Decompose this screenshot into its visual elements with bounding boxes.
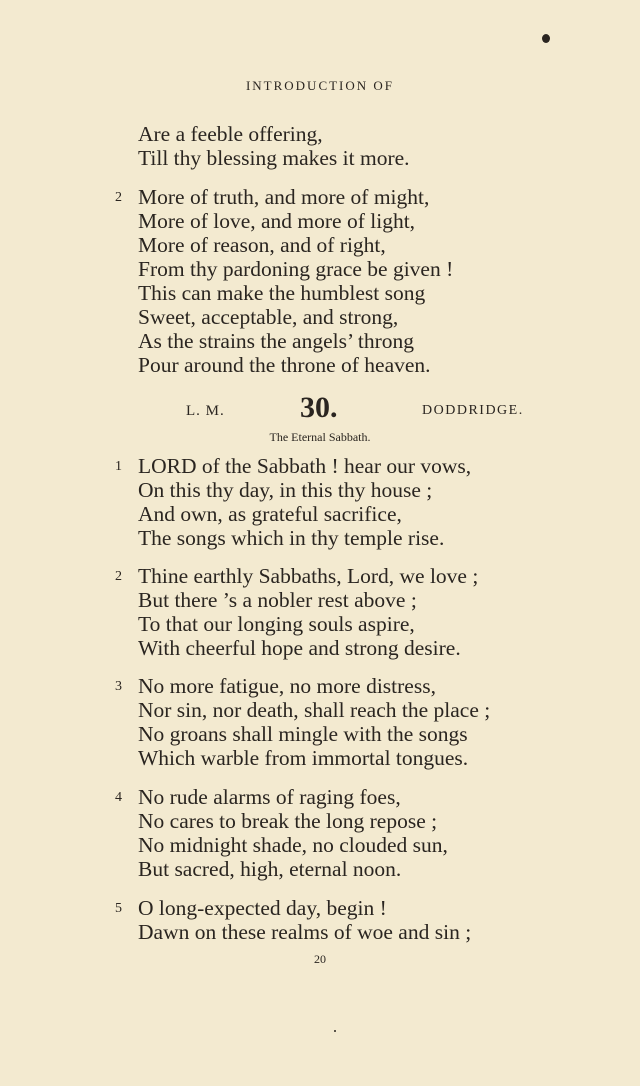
verse-line — [0, 785, 640, 809]
verse-text: No more fatigue, no more distress, — [138, 674, 436, 698]
verse-line — [0, 722, 640, 746]
verse-line — [0, 502, 640, 526]
verse-text: From thy pardoning grace be given ! — [138, 257, 454, 281]
stanza-number: 4 — [115, 790, 122, 805]
running-head: INTRODUCTION OF — [245, 78, 395, 93]
verse-text: No midnight shade, no clouded sun, — [138, 833, 448, 857]
verse-text: This can make the humblest song — [138, 281, 426, 305]
verse-line — [0, 612, 640, 636]
verse-text: The songs which in thy temple rise. — [138, 526, 445, 550]
verse-text: Dawn on these realms of woe and sin ; — [138, 920, 472, 944]
stanza-number: 1 — [115, 459, 122, 474]
verse-text: With cheerful hope and strong desire. — [138, 636, 461, 660]
hymn-title: The Eternal Sabbath. — [269, 430, 371, 444]
verse-text: No groans shall mingle with the songs — [138, 722, 468, 746]
verse-text: LORD of the Sabbath ! hear our vows, — [138, 454, 472, 478]
verse-text: But there ’s a nobler rest above ; — [138, 588, 417, 612]
verse-text: To that our longing souls aspire, — [138, 612, 415, 636]
stanza — [0, 185, 640, 377]
stanza-number: 3 — [115, 679, 122, 694]
stanza — [0, 896, 640, 944]
verse-line — [0, 281, 640, 305]
verse-line — [0, 146, 640, 170]
verse-line — [0, 636, 640, 660]
ink-spot — [542, 34, 550, 43]
verse-text: No rude alarms of raging foes, — [138, 785, 401, 809]
verse-line — [0, 896, 640, 920]
verse-text: Nor sin, nor death, shall reach the place ; — [138, 698, 491, 722]
stanza-number: 5 — [115, 901, 122, 916]
verse-text: Which warble from immortal tongues. — [138, 746, 469, 770]
stanza — [0, 122, 640, 170]
stanza — [0, 785, 640, 881]
verse-text: And own, as grateful sacrifice, — [138, 502, 402, 526]
hymn-header — [0, 393, 640, 433]
verse-line — [0, 564, 640, 588]
verse-text: As the strains the angels’ throng — [138, 329, 415, 353]
verse-line — [0, 674, 640, 698]
hymn-author: DODDRIDGE. — [422, 403, 524, 418]
stanza — [0, 564, 640, 660]
verse-line — [0, 526, 640, 550]
verse-line — [0, 857, 640, 881]
verse-text: Thine earthly Sabbaths, Lord, we love ; — [138, 564, 479, 588]
verse-text: More of reason, and of right, — [138, 233, 386, 257]
verse-line — [0, 698, 640, 722]
verse-line — [0, 353, 640, 377]
verse-text: But sacred, high, eternal noon. — [138, 857, 402, 881]
verse-line — [0, 478, 640, 502]
verse-line — [0, 122, 640, 146]
stanza — [0, 454, 640, 550]
verse-text: More of love, and more of light, — [138, 209, 416, 233]
verse-line — [0, 454, 640, 478]
verse-text: Are a feeble offering, — [138, 122, 323, 146]
verse-text: O long-expected day, begin ! — [138, 896, 387, 920]
verse-text: Pour around the throne of heaven. — [138, 353, 431, 377]
stanza — [0, 674, 640, 770]
verse-text: On this thy day, in this thy house ; — [138, 478, 433, 502]
verse-line — [0, 329, 640, 353]
verse-line — [0, 257, 640, 281]
verse-line — [0, 209, 640, 233]
page-number: 20 — [314, 952, 326, 966]
verse-text: Sweet, acceptable, and strong, — [138, 305, 399, 329]
verse-text: More of truth, and more of might, — [138, 185, 430, 209]
verse-line — [0, 185, 640, 209]
verse-text: No cares to break the long repose ; — [138, 809, 438, 833]
verse-text: Till thy blessing makes it more. — [138, 146, 410, 170]
verse-line — [0, 746, 640, 770]
verse-line — [0, 920, 640, 944]
verse-line — [0, 588, 640, 612]
verse-line — [0, 809, 640, 833]
stanza-number: 2 — [115, 569, 122, 584]
verse-line — [0, 233, 640, 257]
hymn-meter: L. M. — [186, 403, 225, 419]
ink-speck — [334, 1030, 336, 1032]
verse-line — [0, 833, 640, 857]
verse-line — [0, 305, 640, 329]
stanza-number: 2 — [115, 190, 122, 205]
hymn-number: 30. — [300, 391, 338, 424]
